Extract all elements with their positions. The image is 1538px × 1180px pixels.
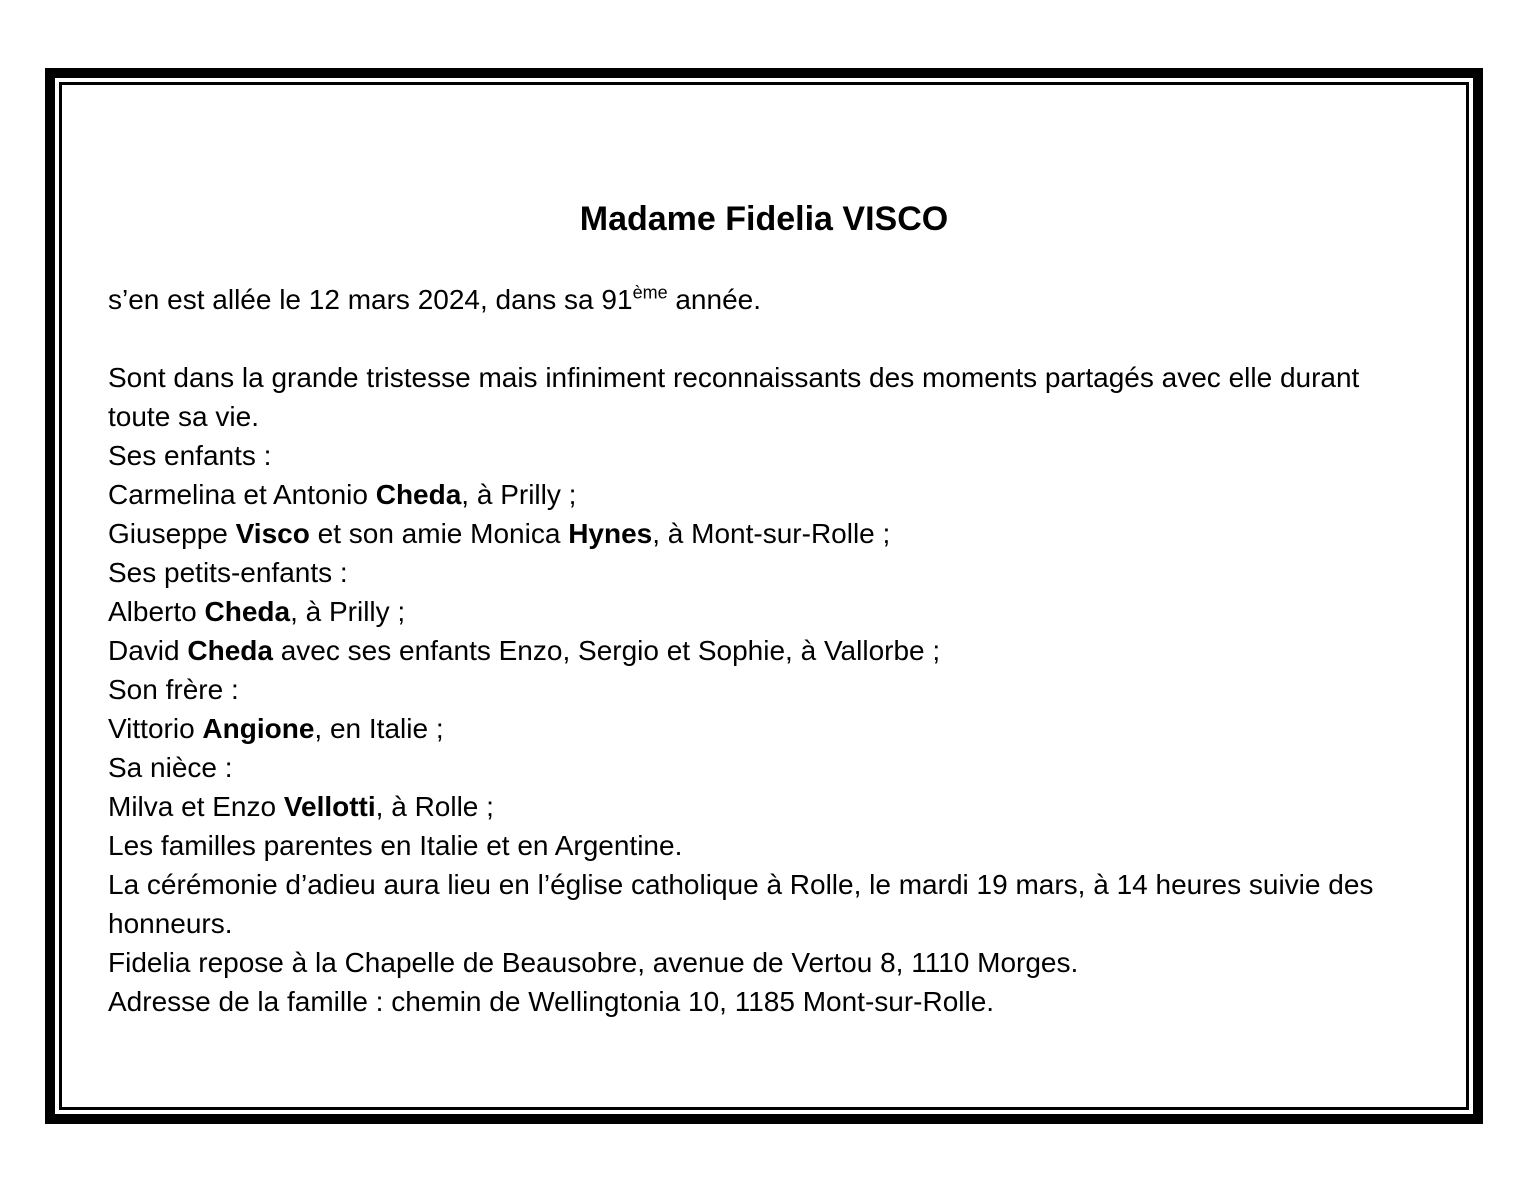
text-segment: , en Italie ; (314, 713, 444, 744)
text-segment: Milva et Enzo (108, 791, 284, 822)
blank-line (108, 319, 1420, 358)
text-segment: Ses petits-enfants : (108, 557, 348, 588)
text-segment: et son amie Monica (309, 518, 569, 549)
text-segment: Carmelina et Antonio (108, 479, 376, 510)
text-line (108, 748, 1420, 787)
text-line (108, 943, 1420, 982)
text-segment: Sa nièce : (108, 752, 233, 783)
text-line (108, 592, 1420, 631)
text-segment: avec ses enfants Enzo, Sergio et Sophie, à Vallorbe ; (272, 635, 941, 666)
text-line (108, 397, 1420, 436)
text-segment-bold: Hynes (568, 518, 653, 549)
text-line (108, 670, 1420, 709)
text-segment-bold: Cheda (187, 635, 273, 666)
text-segment: , à Mont-sur-Rolle ; (652, 518, 891, 549)
text-segment: Giuseppe (108, 518, 236, 549)
text-segment: Ses enfants : (108, 440, 272, 471)
text-segment: Vittorio (108, 713, 203, 744)
text-line (108, 475, 1420, 514)
document-title: Madame Fidelia VISCO (579, 200, 949, 238)
document-content (62, 85, 1466, 1107)
text-segment: Les familles parentes en Italie et en Argentine. (108, 830, 683, 861)
text-line (108, 631, 1420, 670)
text-line (108, 553, 1420, 592)
document-body (108, 280, 1420, 1021)
text-segment-bold: Cheda (204, 596, 291, 627)
text-segment-bold: Vellotti (283, 791, 376, 822)
text-line (108, 865, 1420, 904)
text-line (108, 709, 1420, 748)
text-line (108, 358, 1420, 397)
text-line (108, 904, 1420, 943)
text-segment: année. (667, 284, 761, 315)
text-segment: Fidelia repose à la Chapelle de Beausobre, avenue de Vertou 8, 1110 Morges. (108, 947, 1079, 978)
text-segment: , à Prilly ; (290, 596, 406, 627)
text-line (108, 826, 1420, 865)
text-segment-bold: Angione (202, 713, 315, 744)
text-line (108, 436, 1420, 475)
text-segment-bold: Cheda (375, 479, 462, 510)
text-segment: Alberto (108, 596, 205, 627)
document-inner-border (59, 82, 1469, 1110)
text-segment-superscript: ème (632, 282, 668, 303)
text-segment: Son frère : (108, 674, 239, 705)
text-segment: s’en est allée le 12 mars 2024, dans sa 91 (108, 284, 633, 315)
text-line (108, 787, 1420, 826)
text-segment: La cérémonie d’adieu aura lieu en l’église catholique à Rolle, le mardi 19 mars, à 14 heures suivie des (108, 869, 1374, 900)
text-segment: David (108, 635, 188, 666)
text-segment: honneurs. (108, 908, 233, 939)
text-segment: Sont dans la grande tristesse mais infiniment reconnaissants des moments partagés avec elle durant (108, 362, 1360, 393)
text-segment: Adresse de la famille : chemin de Wellingtonia 10, 1185 Mont-sur-Rolle. (108, 986, 995, 1017)
text-line (108, 280, 1420, 319)
text-segment-bold: Visco (235, 518, 310, 549)
text-segment: , à Rolle ; (375, 791, 494, 822)
document-outer-border (45, 68, 1483, 1124)
text-line (108, 982, 1420, 1021)
text-segment: , à Prilly ; (461, 479, 577, 510)
text-segment: toute sa vie. (108, 401, 259, 432)
text-line (108, 514, 1420, 553)
